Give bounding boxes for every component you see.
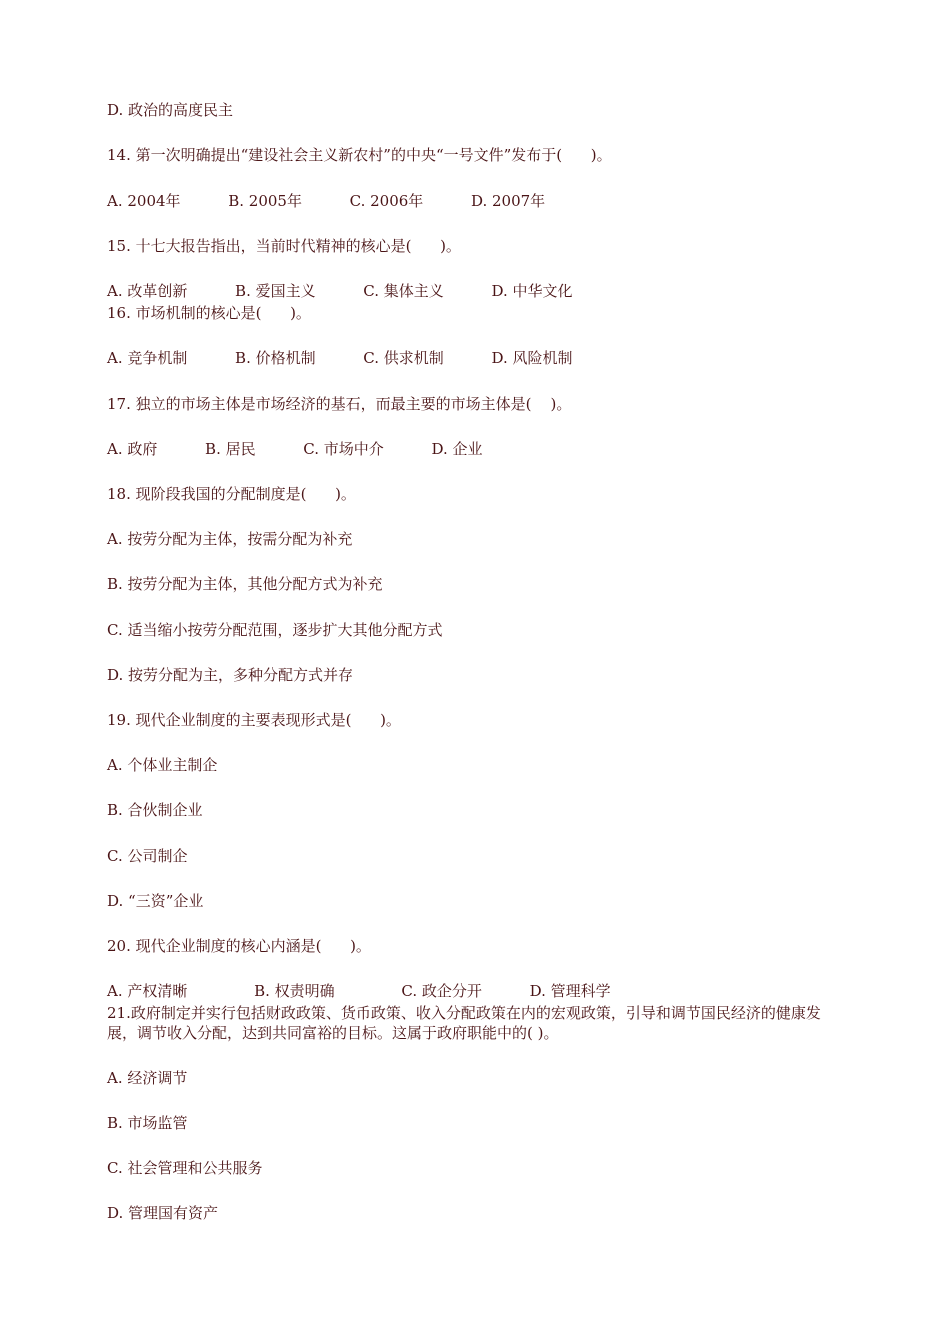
question-16: 16. 市场机制的核心是( )。: [107, 304, 311, 322]
question-21: 21.政府制定并实行包括财政政策、货币政策、收入分配政策在内的宏观政策，引导和调节国民经济的健康发展，调节收入分配，达到共同富裕的目标。这属于政府职能中的( )。: [107, 1004, 821, 1042]
options-14: A. 2004年 B. 2005年 C. 2006年 D. 2007年: [107, 192, 546, 210]
question-20: 20. 现代企业制度的核心内涵是( )。: [107, 937, 371, 955]
option-19-d: D. “三资”企业: [107, 892, 204, 910]
option-21-a: A. 经济调节: [107, 1069, 188, 1087]
question-17: 17. 独立的市场主体是市场经济的基石，而最主要的市场主体是( )。: [107, 395, 572, 413]
option-21-d: D. 管理国有资产: [107, 1204, 219, 1222]
question-15: 15. 十七大报告指出，当前时代精神的核心是( )。: [107, 237, 461, 255]
option-13-d: D. 政治的高度民主: [107, 101, 234, 119]
option-19-c: C. 公司制企: [107, 847, 188, 865]
option-18-c: C. 适当缩小按劳分配范围，逐步扩大其他分配方式: [107, 621, 443, 639]
option-21-c: C. 社会管理和公共服务: [107, 1159, 263, 1177]
option-21-b: B. 市场监管: [107, 1114, 188, 1132]
options-16: A. 竞争机制 B. 价格机制 C. 供求机制 D. 风险机制: [107, 349, 573, 367]
options-20: A. 产权清晰 B. 权责明确 C. 政企分开 D. 管理科学: [107, 982, 611, 1000]
option-19-b: B. 合伙制企业: [107, 801, 203, 819]
options-15: A. 改革创新 B. 爱国主义 C. 集体主义 D. 中华文化: [107, 282, 573, 300]
question-14: 14. 第一次明确提出“建设社会主义新农村”的中央“一号文件”发布于( )。: [107, 146, 612, 164]
option-19-a: A. 个体业主制企: [107, 756, 218, 774]
option-18-d: D. 按劳分配为主，多种分配方式并存: [107, 666, 354, 684]
option-18-a: A. 按劳分配为主体，按需分配为补充: [107, 530, 353, 548]
option-18-b: B. 按劳分配为主体，其他分配方式为补充: [107, 575, 383, 593]
question-19: 19. 现代企业制度的主要表现形式是( )。: [107, 711, 401, 729]
question-18: 18. 现阶段我国的分配制度是( )。: [107, 485, 356, 503]
options-17: A. 政府 B. 居民 C. 市场中介 D. 企业: [107, 440, 483, 458]
